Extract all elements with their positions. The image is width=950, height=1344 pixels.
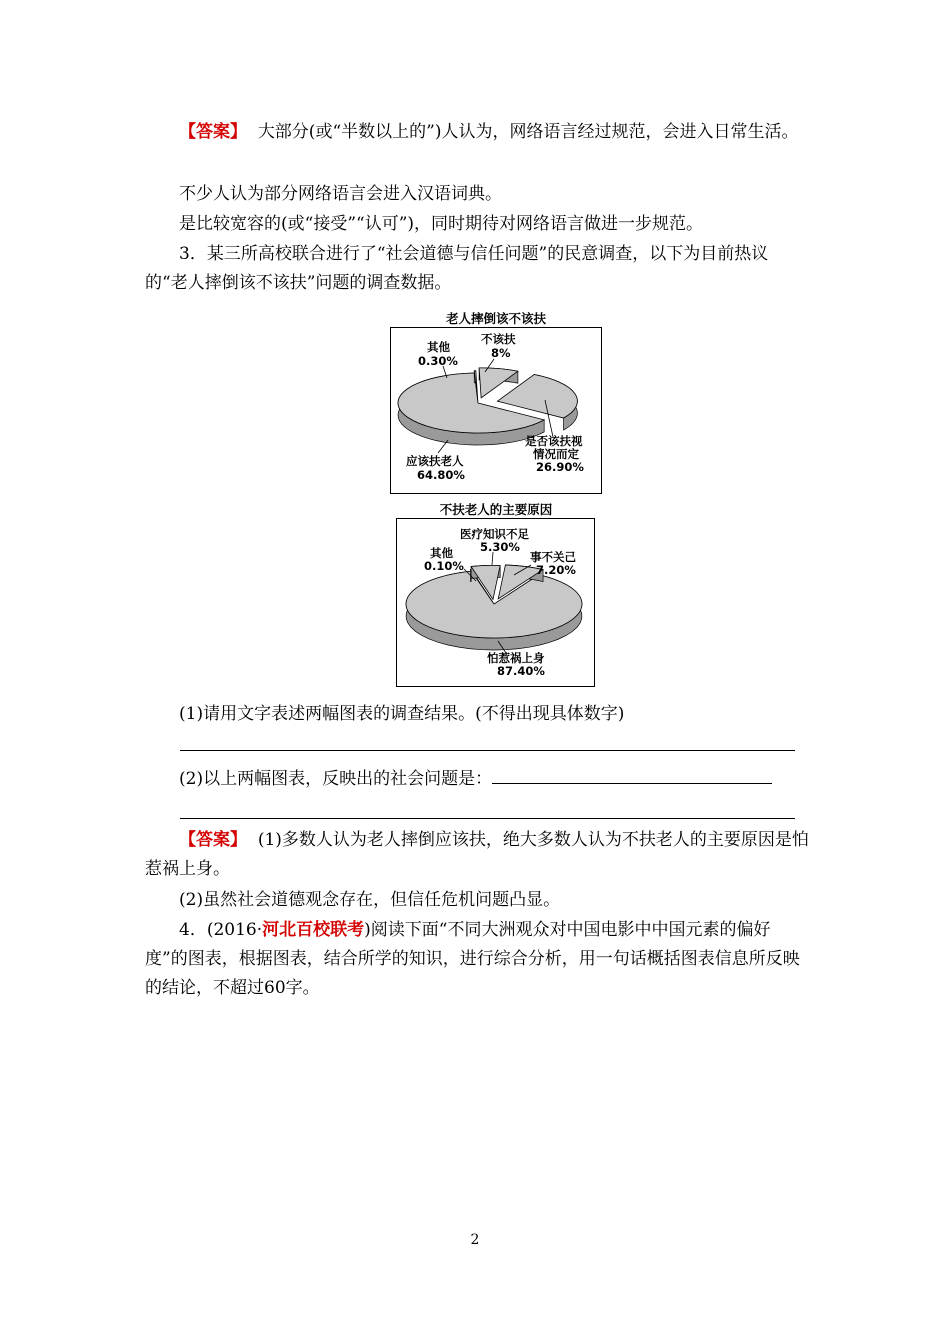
chart1-label-no: 不该扶	[481, 332, 516, 346]
question3-sub1: (1)请用文字表述两幅图表的调查结果。(不得出现具体数字)	[179, 704, 625, 724]
chart2-label-medical: 医疗知识不足	[460, 527, 529, 541]
answer1-line3: 是比较宽容的(或“接受”“认可”)，同时期待对网络语言做进一步规范。	[179, 214, 704, 234]
answer-tag: 【答案】	[179, 830, 247, 850]
answer1-paragraph	[145, 118, 810, 147]
chart2-label-notmine: 事不关己	[530, 550, 576, 564]
question4-source: 河北百校联考	[262, 920, 365, 940]
chart1-value-other: 0.30%	[418, 354, 458, 368]
chart2-value-other: 0.10%	[424, 559, 464, 573]
question3-sub2: (2)以上两幅图表，反映出的社会问题是：	[179, 769, 493, 789]
chart1-value-no: 8%	[491, 346, 511, 360]
chart1-value-yes: 64.80%	[417, 468, 465, 482]
answer1-line1: 大部分(或“半数以上的”)人认为，网络语言经过规范，会进入日常生活。	[257, 122, 799, 142]
question4-text: )阅读下面“不同大洲观众对中国电影中中国元素的偏好度”的图表，根据图表，结合所学的知识，进行综合分析，用一句话概括图表信息所反映的结论，不超过60字。	[145, 920, 800, 998]
chart1-label-depends-1: 是否该扶视	[525, 434, 583, 448]
answer-tag: 【答案】	[179, 122, 247, 142]
question4-prefix: 4．(2016·	[179, 920, 263, 940]
chart2-label-other: 其他	[430, 546, 453, 560]
answer-blank-2[interactable]	[492, 765, 772, 784]
chart2-value-notmine: 7.20%	[536, 563, 576, 577]
pie-chart-reasons	[396, 497, 596, 689]
answer3-paragraph	[145, 826, 810, 884]
chart2-title: 不扶老人的主要原因	[439, 502, 553, 517]
chart1-value-depends: 26.90%	[536, 460, 584, 474]
answer-line-3[interactable]	[180, 818, 795, 819]
page-number: 2	[470, 1232, 480, 1248]
chart2-label-fear: 怕惹祸上身	[487, 651, 545, 665]
chart2-value-fear: 87.40%	[497, 664, 545, 678]
chart1-title: 老人摔倒该不该扶	[445, 311, 546, 326]
question3-text: 3．某三所高校联合进行了“社会道德与信任问题”的民意调查，以下为目前热议的“老人摔倒该不该扶”问题的调查数据。	[145, 244, 769, 293]
chart1-label-depends-2: 情况而定	[533, 447, 579, 461]
answer3-line2: (2)虽然社会道德观念存在，但信任危机问题凸显。	[179, 890, 561, 910]
answer-line-1[interactable]	[180, 750, 795, 751]
chart1-label-other: 其他	[427, 340, 450, 354]
answer3-line1: (1)多数人认为老人摔倒应该扶，绝大多数人认为不扶老人的主要原因是怕惹祸上身。	[145, 830, 809, 879]
question4-paragraph	[145, 916, 810, 1003]
chart1-label-yes: 应该扶老人	[406, 454, 464, 468]
question3-sub2-paragraph	[145, 765, 810, 794]
chart2-value-medical: 5.30%	[480, 540, 520, 554]
pie-chart-fall	[390, 300, 602, 495]
answer1-line2: 不少人认为部分网络语言会进入汉语词典。	[179, 184, 502, 204]
